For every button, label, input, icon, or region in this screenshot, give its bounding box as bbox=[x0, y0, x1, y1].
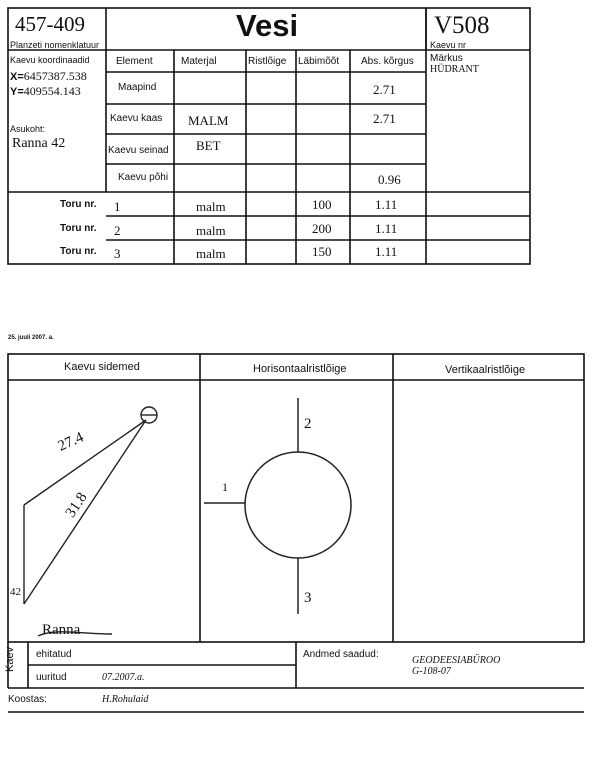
distance-label-1: 27.4 bbox=[55, 429, 87, 455]
well-number-label: Kaevu nr bbox=[430, 40, 467, 50]
surveyed-value: 07.2007.a. bbox=[102, 672, 145, 683]
y-coordinate-value: 409554.143 bbox=[23, 84, 81, 98]
surveyed-label: uuritud bbox=[36, 672, 67, 683]
pipe-elevation: 1.11 bbox=[375, 197, 398, 212]
pipe-label-1: 1 bbox=[222, 480, 228, 494]
column-header-diameter: Läbimõõt bbox=[298, 56, 340, 67]
pipe-elevation: 1.11 bbox=[375, 221, 398, 236]
pipe-label: Toru nr. bbox=[60, 199, 97, 210]
pipe-material: malm bbox=[196, 199, 226, 214]
section-header-links: Kaevu sidemed bbox=[64, 361, 140, 373]
pipe-label: Toru nr. bbox=[60, 246, 97, 257]
row-element: Kaevu kaas bbox=[110, 113, 163, 124]
row-elevation: 2.71 bbox=[373, 111, 396, 126]
corner-label: 42 bbox=[10, 586, 21, 598]
row-element: Maapind bbox=[118, 82, 157, 93]
column-header-element: Element bbox=[116, 56, 153, 67]
well-number: V508 bbox=[434, 12, 490, 39]
coordinates-label: Kaevu koordinaadid bbox=[10, 55, 90, 65]
horizontal-section-sketch bbox=[204, 398, 351, 614]
pipe-label-2: 2 bbox=[304, 416, 312, 432]
pipe-diameter: 100 bbox=[312, 197, 332, 212]
y-coordinate bbox=[10, 84, 81, 99]
nomenclature-label: Planzeti nomenklatuur bbox=[10, 40, 100, 50]
pipe-number: 1 bbox=[114, 199, 121, 214]
data-source-value: GEODEESIABÜROO bbox=[412, 655, 501, 666]
pipe-diameter: 200 bbox=[312, 221, 332, 236]
x-coordinate bbox=[10, 69, 87, 84]
distance-label-2: 31.8 bbox=[62, 489, 91, 521]
column-header-material: Materjal bbox=[181, 56, 217, 67]
pipe-number: 3 bbox=[114, 246, 121, 261]
pipe-material: malm bbox=[196, 223, 226, 238]
x-coordinate-label: X= bbox=[10, 71, 24, 83]
column-header-cross-section: Ristlõige bbox=[248, 56, 287, 67]
well-circle bbox=[245, 452, 351, 558]
location-label: Asukoht: bbox=[10, 124, 46, 134]
column-header-elevation: Abs. kõrgus bbox=[361, 56, 414, 67]
row-material: MALM bbox=[188, 113, 229, 128]
page-title: Vesi bbox=[236, 8, 299, 43]
pipe-elevation: 1.11 bbox=[375, 244, 398, 259]
section-header-vertical: Vertikaalristlõige bbox=[445, 364, 526, 376]
row-elevation: 2.71 bbox=[373, 82, 396, 97]
author-value: H.Rohulaid bbox=[102, 694, 149, 705]
pipe-number: 2 bbox=[114, 223, 121, 238]
pipe-label: Toru nr. bbox=[60, 223, 97, 234]
data-source-label: Andmed saadud: bbox=[303, 649, 379, 660]
row-material: BET bbox=[196, 138, 221, 153]
row-element: Kaevu seinad bbox=[108, 145, 169, 156]
links-sketch bbox=[24, 407, 157, 636]
remarks-label: Märkus bbox=[430, 53, 463, 64]
pipe-label-3: 3 bbox=[304, 590, 312, 606]
y-coordinate-label: Y= bbox=[10, 86, 24, 98]
nomenclature-number: 457-409 bbox=[15, 12, 85, 36]
pipe-material: malm bbox=[196, 246, 226, 261]
date-stamp: 25. juuli 2007. a. bbox=[8, 335, 54, 341]
location-value: Ranna 42 bbox=[12, 136, 66, 151]
remarks-value: HÜDRANT bbox=[430, 64, 479, 75]
section-header-horizontal: Horisontaalristlõige bbox=[253, 363, 347, 375]
row-elevation: 0.96 bbox=[378, 172, 401, 187]
author-label: Koostas: bbox=[8, 694, 47, 705]
street-label: Ranna bbox=[42, 622, 81, 638]
built-label: ehitatud bbox=[36, 649, 72, 660]
row-element: Kaevu põhi bbox=[118, 172, 169, 183]
footer-side-label: Kaev bbox=[4, 646, 16, 672]
data-source-code: G-108-07 bbox=[412, 666, 451, 677]
x-coordinate-value: 6457387.538 bbox=[23, 69, 87, 83]
pipe-diameter: 150 bbox=[312, 244, 332, 259]
